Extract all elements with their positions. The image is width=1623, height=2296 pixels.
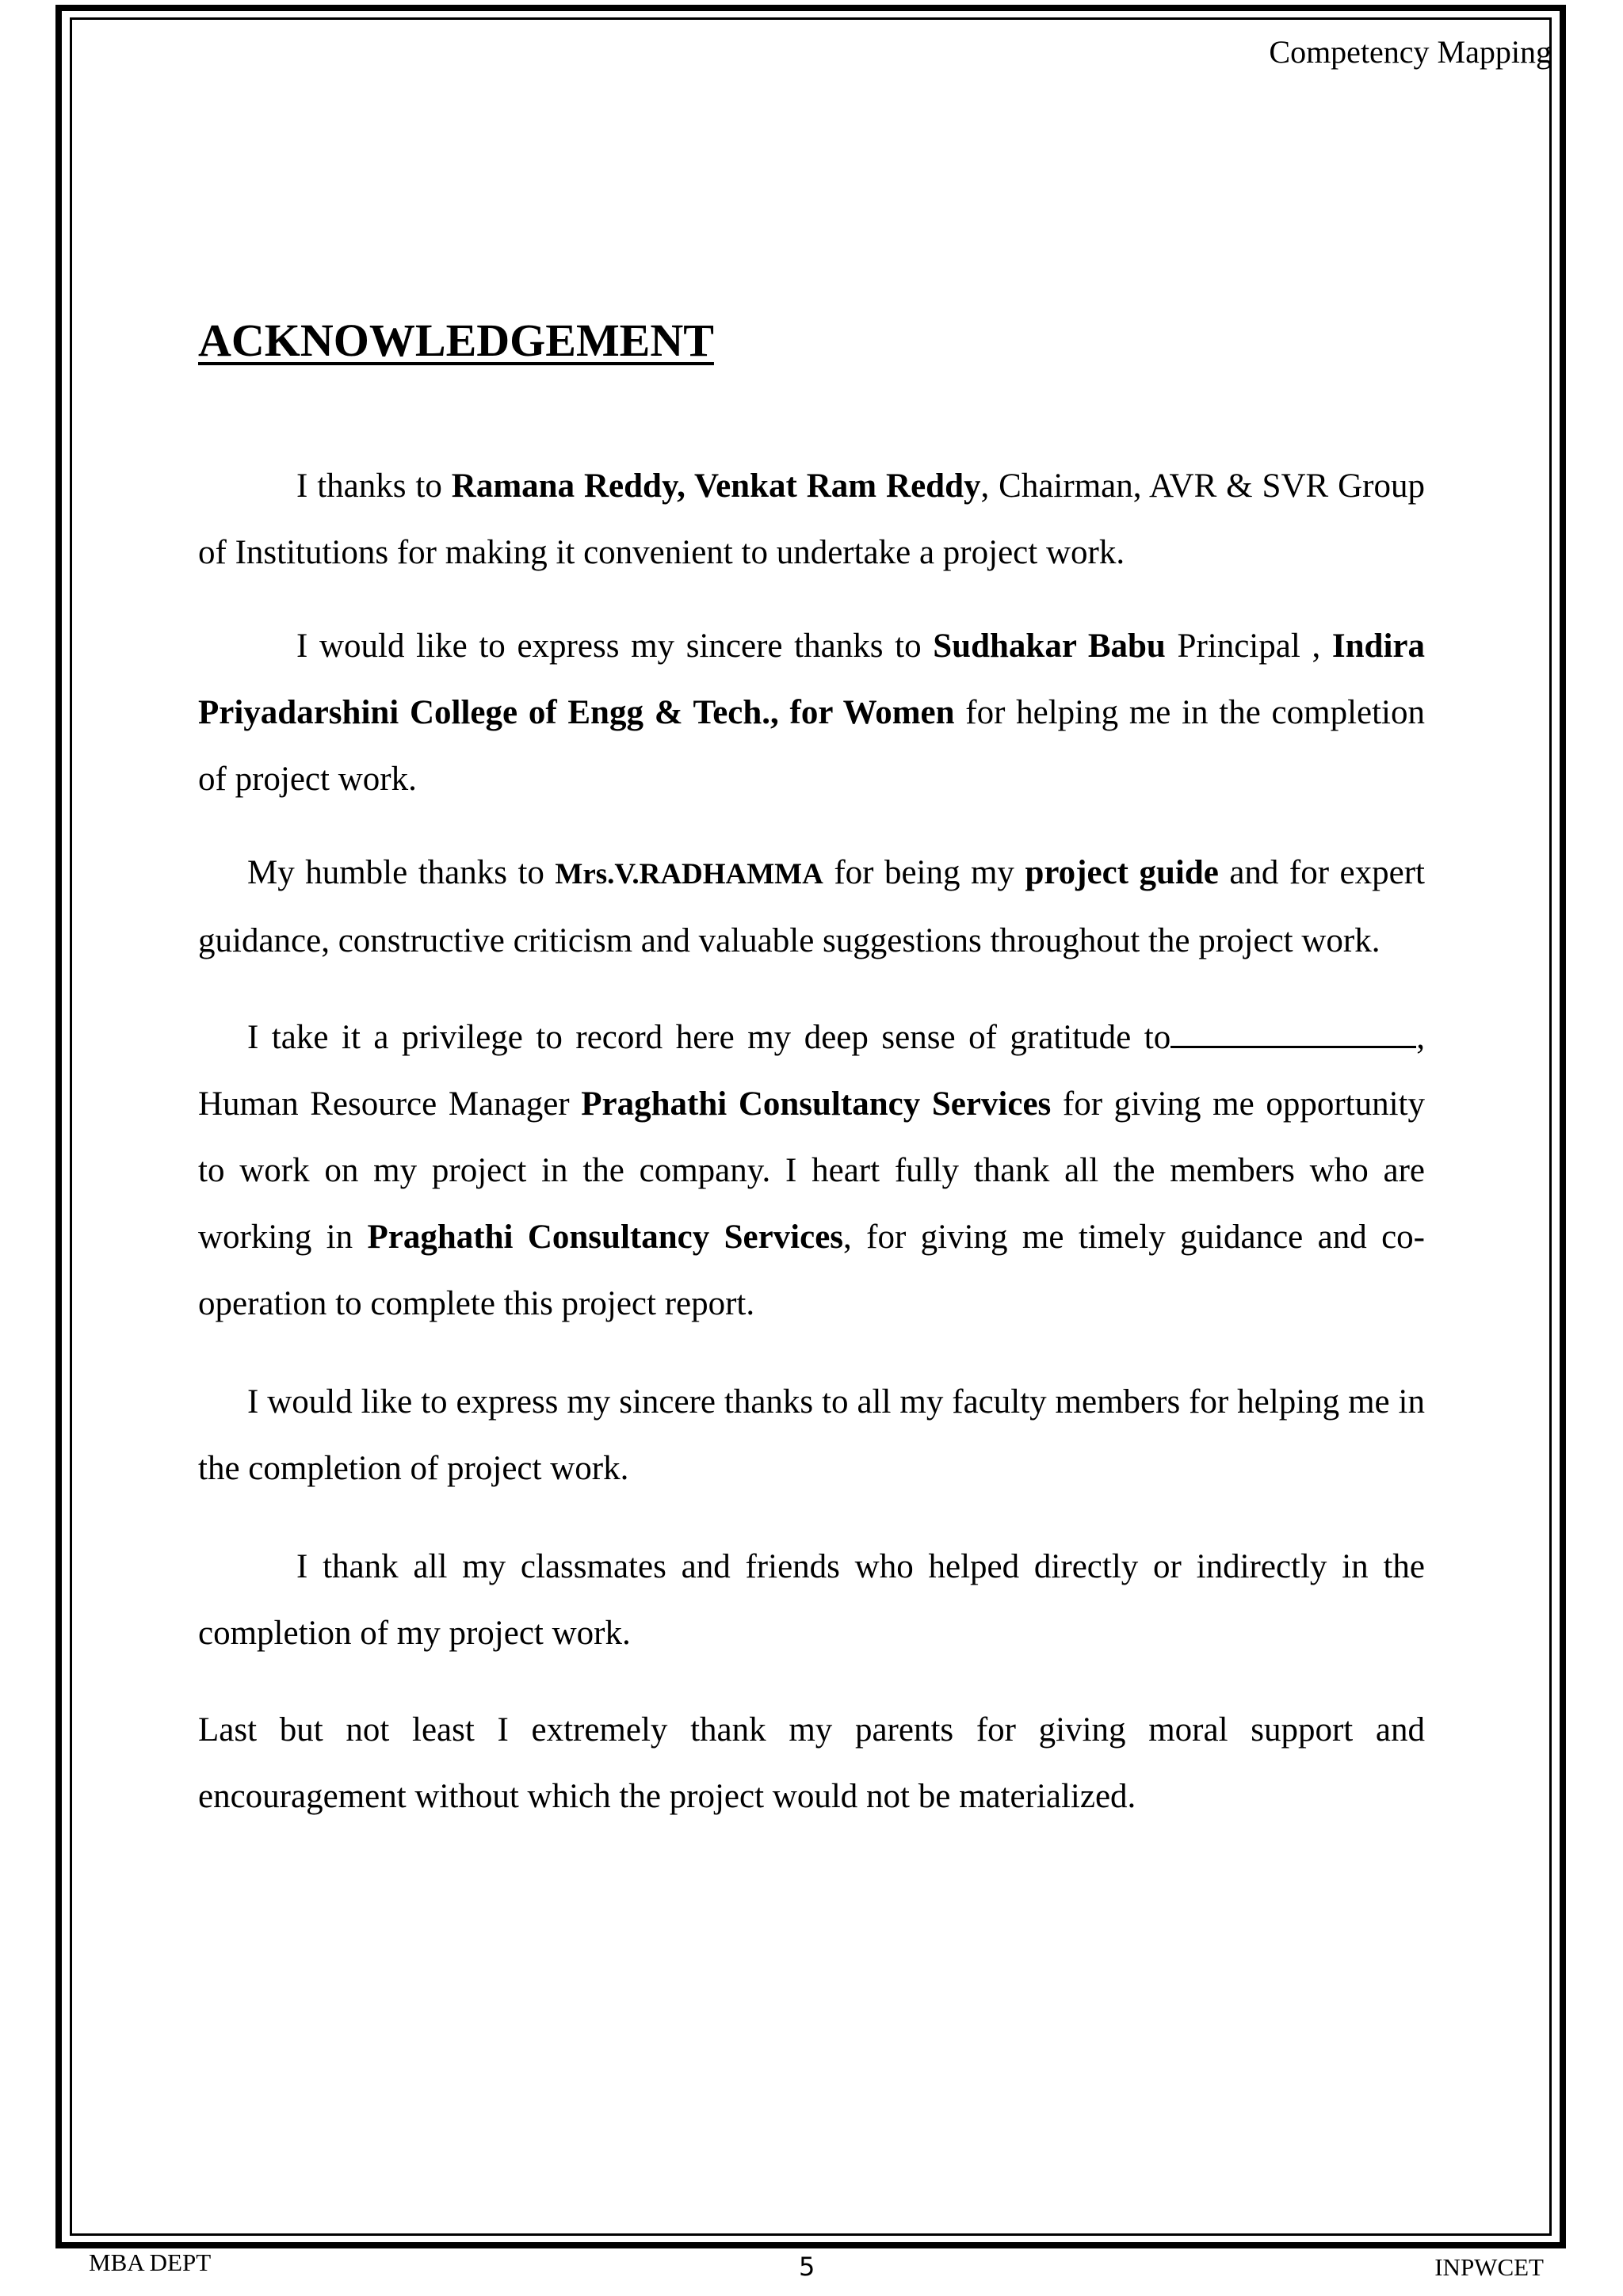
paragraph-guide: My humble thanks to Mrs.V.RADHAMMA for being my project guide and for expert guidance, constructive criticism and valuable suggestions throughout the project work. xyxy=(198,854,1425,959)
name-blank-line xyxy=(1170,1019,1416,1048)
paragraph-classmates: I thank all my classmates and friends who helped directly or indirectly in the completion of my project work. xyxy=(198,1548,1425,1652)
guide-name: Mrs.V.RADHAMMA xyxy=(555,858,823,891)
page-number: 5 xyxy=(799,2252,815,2282)
footer-department: MBA DEPT xyxy=(89,2248,212,2276)
page-title: ACKNOWLEDGEMENT xyxy=(198,315,714,366)
paragraph-faculty: I would like to express my sincere thanks to all my faculty members for helping me in the completion of project work. xyxy=(198,1383,1425,1487)
acknowledgement-body xyxy=(198,453,1425,1830)
company-name-repeat: Praghathi Consultancy Services xyxy=(367,1219,844,1256)
paragraph-parents: Last but not least I extremely thank my parents for giving moral support and encouragement without which the project would not be materialized. xyxy=(198,1711,1425,1815)
running-header: Competency Mapping xyxy=(1269,34,1552,70)
footer-institution: INPWCET xyxy=(1434,2253,1544,2281)
chairman-names: Ramana Reddy, Venkat Ram Reddy xyxy=(451,467,981,505)
college-name: Indira Priyadarshini College of Engg & Tech., for Women xyxy=(198,627,1425,731)
company-name: Praghathi Consultancy Services xyxy=(581,1085,1052,1123)
paragraph-company: I take it a privilege to record here my deep sense of gratitude to , Human Resource Manager Praghathi Consultancy Services for giving me opportunity to work on my project in the company. I heart fully thank all the members who are working in Praghathi Consultancy Services, for giving me timely guidance and co-operation to complete this project report. xyxy=(198,1019,1425,1322)
principal-name: Sudhakar Babu xyxy=(933,627,1166,665)
guide-role: project guide xyxy=(1025,854,1219,891)
paragraph-chairman: I thanks to Ramana Reddy, Venkat Ram Reddy, Chairman, AVR & SVR Group of Institutions for making it convenient to undertake a project work. xyxy=(198,467,1425,571)
paragraph-principal: I would like to express my sincere thanks to Sudhakar Babu Principal , Indira Priyadarshini College of Engg & Tech., for Women for helping me in the completion of project work. xyxy=(198,627,1425,798)
